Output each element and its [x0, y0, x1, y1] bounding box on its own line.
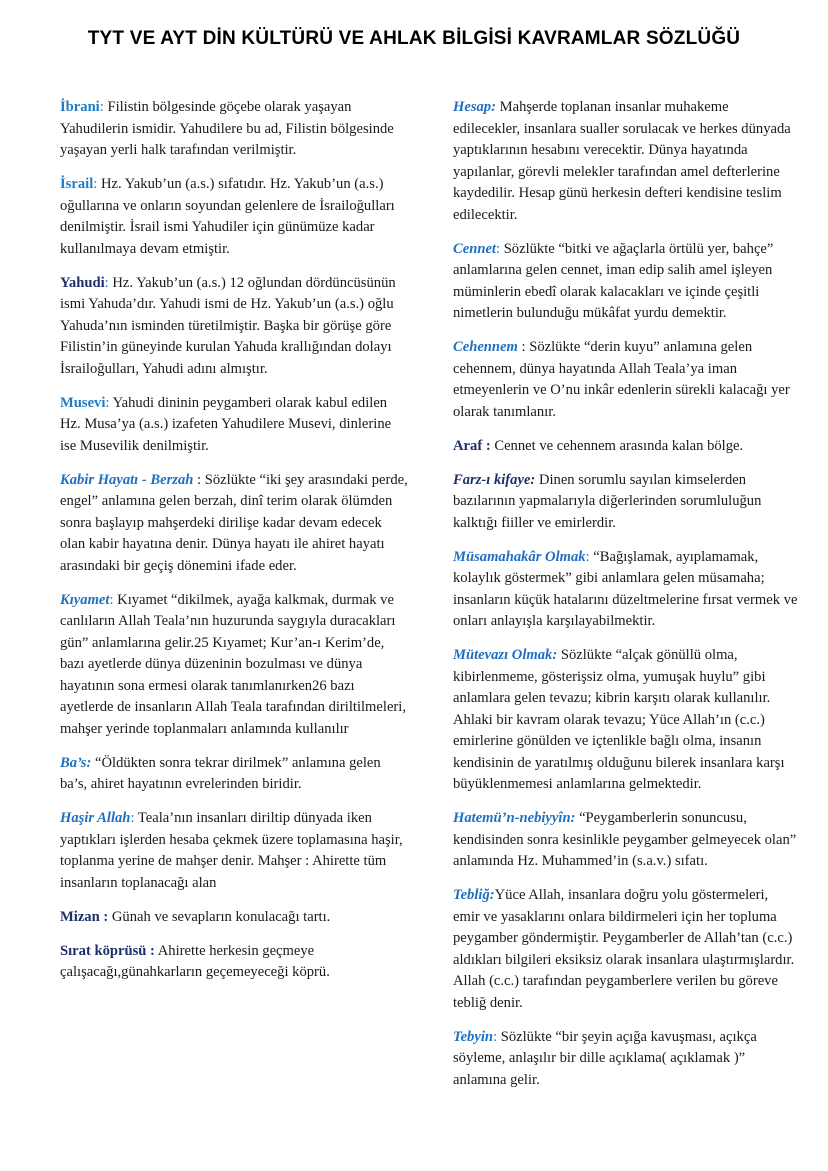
glossary-entry-araf — [453, 436, 798, 458]
glossary-entry-bas — [60, 753, 410, 796]
glossary-entry-musevi — [60, 393, 410, 458]
glossary-entry-kiyamet — [60, 590, 410, 741]
entry-separator: : — [104, 274, 113, 291]
entry-definition: “Bağışlamak, ayıplamamak, kolaylık göstermek” gibi anlamlara gelen müsamaha; insanların küçük hatalarını düzeltmelerine fırsat vermek ve onları anlayışla karşılayabilmektir. — [453, 548, 798, 629]
entry-separator: : — [585, 548, 594, 565]
entry-term: Hatemü’n-nebiyyîn: — [453, 810, 576, 826]
entry-definition: Yahudi dininin peygamberi olarak kabul edilen Hz. Musa’ya (a.s.) izafeten Yahudilere Musevi, dinlerine ise Musevilik denilmiştir. — [60, 394, 392, 454]
entry-definition: Günah ve sevapların konulacağı tartı. — [111, 908, 331, 925]
entry-term: Kabir Hayatı - Berzah — [60, 471, 194, 488]
glossary-entry-israil — [60, 174, 410, 260]
entry-definition: Filistin bölgesinde göçebe olarak yaşayan Yahudilerin ismidir. Yahudilere bu ad, Filistin bölgesinde yaşayan yerli halk tarafından verilmiştir. — [60, 99, 394, 158]
glossary-entry-ibrani — [60, 97, 410, 162]
glossary-entry-kabir-hayati — [60, 470, 410, 578]
glossary-entry-hatemun-nebiyyin — [453, 808, 798, 873]
entry-term: Mizan : — [60, 908, 109, 925]
entry-separator: : — [130, 810, 138, 826]
entry-term: Musevi — [60, 394, 106, 411]
entry-definition: Hz. Yakub’un (a.s.) 12 oğlundan dördüncüsünün ismi Yahuda’dır. Yahudi ismi de Hz. Yakub’un (a.s.) oğlu Yahuda’nın isminden türetilmiştir. Başka bir görüşe göre Filistin’in güneyinde kurulan Yahuda krallığından dolayı İsrailoğulları, Yahudi adını almıştır. — [60, 274, 396, 377]
left-column — [60, 97, 410, 996]
entry-definition: Ahirette herkesin geçmeye çalışacağı,günahkarların geçemeyeceği köprü. — [60, 942, 330, 980]
entry-definition: Yüce Allah, insanlara doğru yolu göstermeleri, emir ve yasaklarını onlara bildirmeleri için her topluma peygamber göndermiştir. Peygamberler de Allah’tan (c.c.) aldıkları bilgileri eksiksiz olarak insanlara ulaştırmışlardır. Allah (c.c.) tarafından peygamberlere verilen bu göreve tebliğ denir. — [453, 887, 795, 1011]
glossary-entry-musamahakar — [453, 547, 798, 633]
entry-separator: : — [105, 394, 113, 411]
entry-definition: Teala’nın insanları diriltip dünyada iken yaptıkları işlerden hesaba çekmek üzere toplamasına haşir, toplanma yerine de mahşer denir. Mahşer : Ahirette tüm insanların toplanacağı alan — [60, 810, 403, 891]
entry-term: Tebyin — [453, 1028, 493, 1045]
glossary-entry-mizan — [60, 907, 410, 929]
entry-term: Mütevazı Olmak: — [453, 647, 558, 663]
page-title: TYT VE AYT DİN KÜLTÜRÜ VE AHLAK BİLGİSİ KAVRAMLAR SÖZLÜĞÜ — [87, 28, 741, 49]
glossary-entry-yahudi — [60, 273, 410, 381]
entry-separator: : — [99, 99, 108, 115]
glossary-entry-tebyin — [453, 1027, 798, 1092]
entry-term: Müsamahakâr Olmak — [453, 548, 586, 565]
entry-definition: Sözlükte “bitki ve ağaçlarla örtülü yer, bahçe” anlamlarına gelen cennet, iman edip salih amel işleyen müminlerin ebedî olarak kalacakları ve içinde çeşitli nimetlerin bulunduğu mükâfat yurdu demektir. — [453, 240, 774, 321]
entry-definition: Sözlükte “iki şey arasındaki perde, engel” anlamına gelen berzah, dinî terim olarak ölümden sonra başlayıp mahşerdeki dirilişe kadar devam edecek olan kabir hayatına denir. Dünya hayatı ile ahiret hayatı arasındaki bir geçiş dönemini ifade eder. — [60, 471, 408, 574]
entry-definition: Sözlükte “bir şeyin açığa kavuşması, açıkça söyleme, anlaşılır bir dille açıklama( açıklamak )” anlamına gelir. — [453, 1028, 757, 1088]
entry-term: Hesap: — [453, 99, 496, 115]
entry-term: Farz-ı kifaye: — [453, 471, 536, 488]
entry-term: Araf : — [453, 437, 491, 454]
entry-separator: : — [109, 591, 118, 608]
entry-definition: Kıyamet “dikilmek, ayağa kalkmak, durmak ve canlıların Allah Teala’nın huzurunda saygıyla duracakları gün” anlamlarına gelir.25 Kıyamet; Kur’an-ı Kerim’de, bazı ayetlerde dünya düzeninin bozulması ve dünya hayatının sona ermesi olarak tanımlanırken26 bazı ayetlerde de insanların Allah Teala tarafından diriltilmeleri, mahşer yerinde toplanmaları anlamında kullanılır — [60, 591, 406, 737]
entry-definition: Sözlükte “alçak gönüllü olma, kibirlenmeme, gösterişsiz olma, yumuşak huylu” gibi anlamlara gelen tevazu; kibrin karşıtı olarak kullanılır. Ahlaki bir kavram olarak tevazu; Yüce Allah’ın (c.c.) emirlerine gönülden ve içtenlikle bağlı olma, insanın kendisinin de yaratılmış olduğunu bilerek insanlara karşı büyüklenmemesi anlamlarına gelmektedir. — [453, 647, 785, 792]
entry-term: İsrail — [60, 176, 94, 192]
entry-term: Kıyamet — [60, 591, 110, 608]
entry-separator: : — [93, 176, 101, 192]
entry-term: Haşir Allah — [60, 810, 131, 826]
glossary-entry-farz-i-kifaye — [453, 470, 798, 535]
entry-separator: : — [193, 471, 205, 488]
entry-term: Sırat köprüsü : — [60, 942, 155, 959]
glossary-entry-cennet — [453, 239, 798, 325]
glossary-entry-cehennem — [453, 337, 798, 423]
right-column — [453, 97, 798, 1104]
glossary-entry-sirat — [60, 941, 410, 984]
entry-term: Tebliğ: — [453, 887, 495, 903]
glossary-entry-hesap — [453, 97, 798, 226]
entry-term: Cennet — [453, 240, 496, 257]
glossary-entry-mutevazi — [453, 645, 798, 796]
entry-definition: “Öldükten sonra tekrar dirilmek” anlamına gelen ba’s, ahiret hayatının evrelerinden biridir. — [60, 754, 381, 792]
entry-separator: : — [517, 339, 530, 355]
entry-definition: Dinen sorumlu sayılan kimselerden bazılarının yapmalarıyla diğerlerinden sorumluluğun kalktığı fiiller ve emirlerdir. — [453, 471, 762, 531]
entry-separator: : — [495, 240, 504, 257]
entry-term: Cehennem — [453, 339, 518, 355]
entry-definition: Cennet ve cehennem arasında kalan bölge. — [494, 437, 744, 454]
glossary-entry-teblig — [453, 885, 798, 1014]
entry-term: İbrani — [60, 99, 100, 115]
entry-term: Ba’s: — [60, 754, 92, 771]
entry-separator: : — [493, 1028, 501, 1045]
entry-definition: “Peygamberlerin sonuncusu, kendisinden sonra kesinlikle peygamber gelmeyecek olan” anlamında Hz. Muhammed’in (s.a.v.) sıfatı. — [453, 810, 797, 869]
entry-definition: Mahşerde toplanan insanlar muhakeme edilecekler, insanlara sualler sorulacak ve herkes dünyada yaptıklarının hesabını verecektir. Dünya hayatında yapılanlar, görevli melekler tarafından amel defterlerine kaydedilir. Hesap günü herkesin defteri kendisine teslim edilecektir. — [453, 99, 791, 223]
glossary-entry-hasir — [60, 808, 410, 894]
entry-definition: Sözlükte “derin kuyu” anlamına gelen cehennem, dünya hayatında Allah Teala’ya iman etmeyenlerin ve O’nu inkâr edenlerin sürekli kalacağı yer olarak tanımlanır. — [453, 339, 790, 420]
entry-definition: Hz. Yakub’un (a.s.) sıfatıdır. Hz. Yakub’un (a.s.) oğullarına ve onların soyundan gelenlere de İsrailoğulları denilmiştir. İsrail ismi Yahudiler için günümüze kadar kullanılmaya devam etmiştir. — [60, 176, 395, 257]
entry-term: Yahudi — [60, 274, 105, 291]
